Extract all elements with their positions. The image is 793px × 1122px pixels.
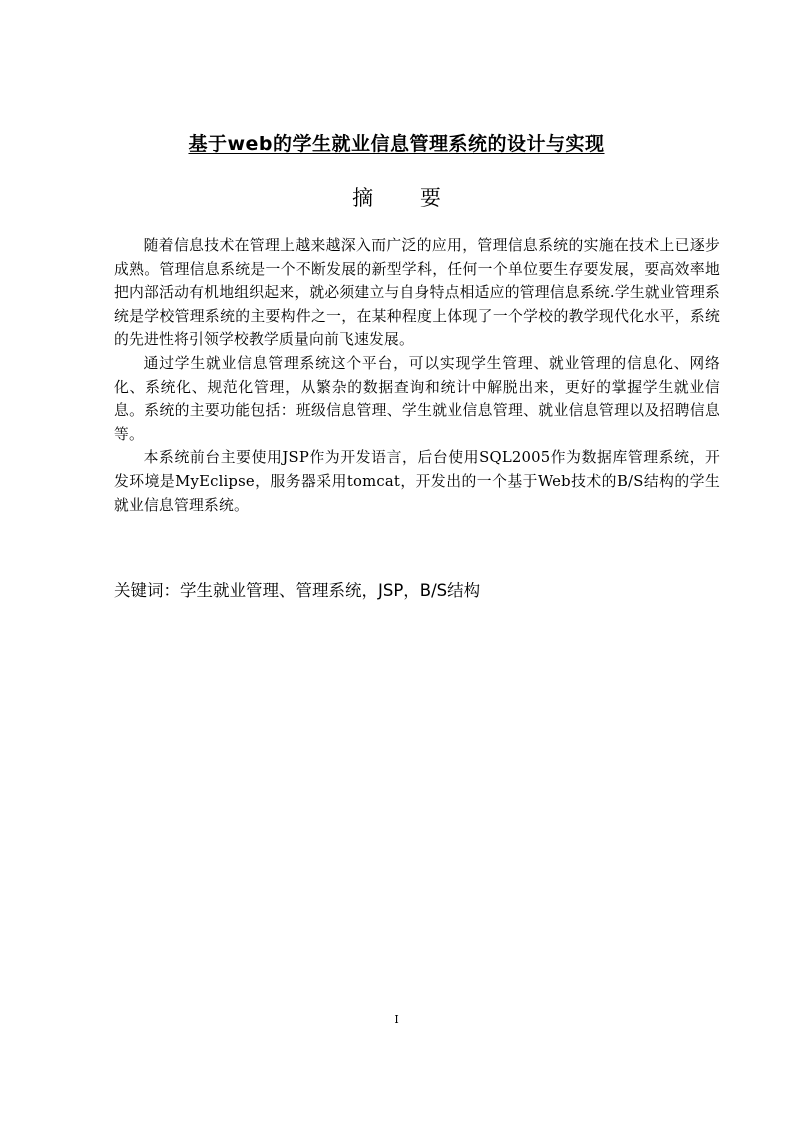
paper-title: 基于web的学生就业信息管理系统的设计与实现 [188,133,605,155]
abstract-paragraph-3: 本系统前台主要使用JSP作为开发语言，后台使用SQL2005作为数据库管理系统，开发环境是MyEclipse，服务器采用tomcat，开发出的一个基于Web技术的B/S结构的学生就业信息管理系统。 [114,449,720,514]
abstract-paragraph-1: 随着信息技术在管理上越来越深入而广泛的应用，管理信息系统的实施在技术上已逐步成熟。管理信息系统是一个不断发展的新型学科，任何一个单位要生存要发展，要高效率地把内部活动有机地组织起来，就必须建立与自身特点相适应的管理信息系统.学生就业管理系统是学校管理系统的主要构件之一，在某种程度上体现了一个学校的教学现代化水平，系统的先进性将引领学校教学质量向前飞速发展。 [114,237,720,349]
page-number: I [394,1013,399,1026]
abstract-paragraph-2: 通过学生就业信息管理系统这个平台，可以实现学生管理、就业管理的信息化、网络化、系统化、规范化管理，从繁杂的数据查询和统计中解脱出来，更好的掌握学生就业信息。系统的主要功能包括：班级信息管理、学生就业信息管理、就业信息管理以及招聘信息等。 [114,354,720,443]
abstract-heading: 摘 要 [352,186,461,210]
keywords-line: 关键词：学生就业管理、管理系统，JSP，B/S结构 [114,581,481,600]
abstract-body [114,234,720,517]
